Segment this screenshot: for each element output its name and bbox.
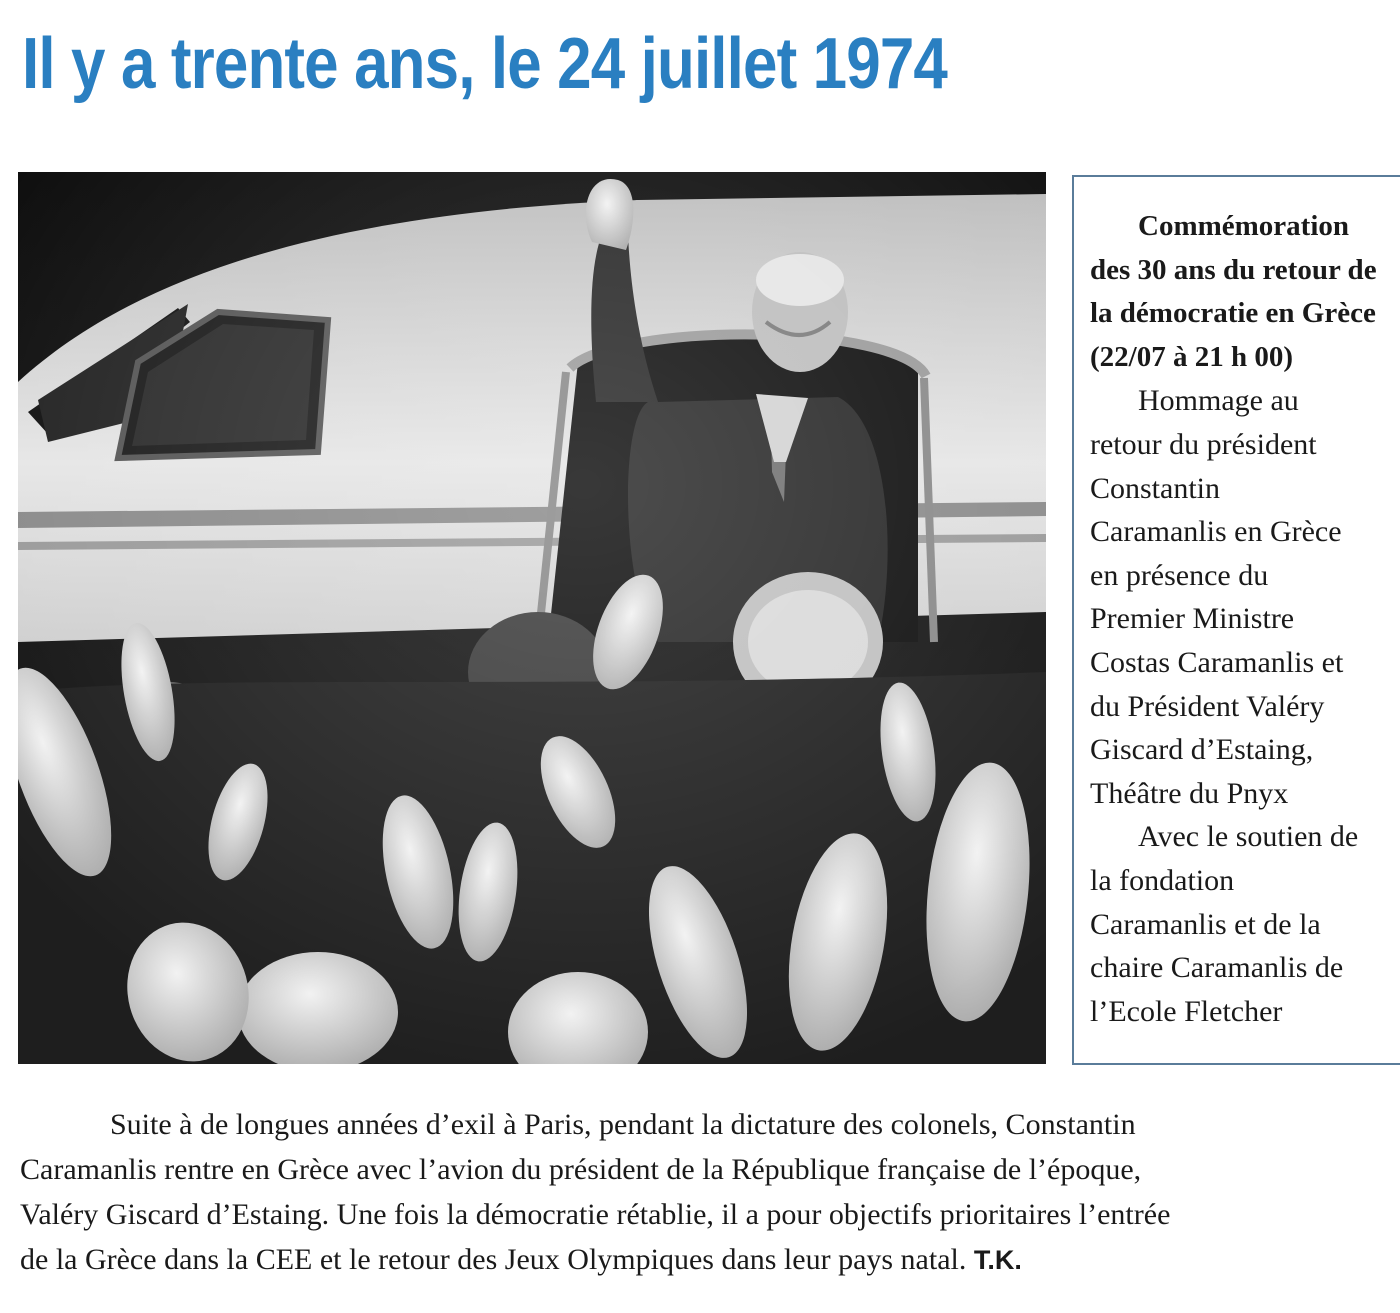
author-initials: T.K. bbox=[973, 1245, 1022, 1275]
event-tribute bbox=[1090, 379, 1400, 815]
article-body bbox=[20, 1102, 1400, 1283]
tribute-line: en présence du bbox=[1090, 558, 1269, 592]
page-headline: Il y a trente ans, le 24 juillet 1974 bbox=[22, 24, 947, 104]
support-line: l’Ecole Fletcher bbox=[1090, 994, 1283, 1028]
news-photo bbox=[18, 172, 1046, 1064]
event-heading-line: des 30 ans du retour de bbox=[1090, 253, 1377, 286]
event-heading bbox=[1090, 205, 1400, 379]
tribute-line: Caramanlis en Grèce bbox=[1090, 515, 1342, 549]
tribute-line: Giscard d’Estaing, bbox=[1090, 733, 1314, 767]
article-line: Valéry Giscard d’Estaing. Une fois la démocratie rétablie, il a pour objectifs prioritaires l’entrée bbox=[20, 1198, 1171, 1231]
tribute-line: Premier Ministre bbox=[1090, 602, 1295, 636]
venue-line: Théâtre du Pnyx bbox=[1090, 776, 1289, 810]
event-box bbox=[1072, 175, 1400, 1065]
support-line: Avec le soutien de bbox=[1138, 820, 1359, 854]
article-line: de la Grèce dans la CEE et le retour des Jeux Olympiques dans leur pays natal. bbox=[20, 1243, 967, 1276]
support-line: la fondation bbox=[1090, 863, 1235, 897]
support-line: Caramanlis et de la bbox=[1090, 907, 1321, 941]
article-line: Suite à de longues années d’exil à Paris, pendant la dictature des colonels, Constantin bbox=[110, 1108, 1136, 1141]
photo-illustration bbox=[18, 172, 1046, 1064]
article-last-line bbox=[20, 1237, 1400, 1283]
event-date: (22/07 à 21 h 00) bbox=[1090, 340, 1293, 373]
tribute-line: Constantin bbox=[1090, 471, 1221, 505]
tribute-line: Costas Caramanlis et bbox=[1090, 645, 1344, 679]
tribute-line: du Président Valéry bbox=[1090, 689, 1325, 723]
event-heading-line: Commémoration bbox=[1138, 210, 1350, 242]
support-line: chaire Caramanlis de bbox=[1090, 951, 1344, 985]
article-line: Caramanlis rentre en Grèce avec l’avion du président de la République française de l’époque, bbox=[20, 1153, 1142, 1186]
tribute-line: retour du président bbox=[1090, 427, 1317, 461]
tribute-line: Hommage au bbox=[1138, 384, 1299, 418]
event-heading-line: la démocratie en Grèce bbox=[1090, 297, 1376, 330]
event-support bbox=[1090, 815, 1400, 1033]
